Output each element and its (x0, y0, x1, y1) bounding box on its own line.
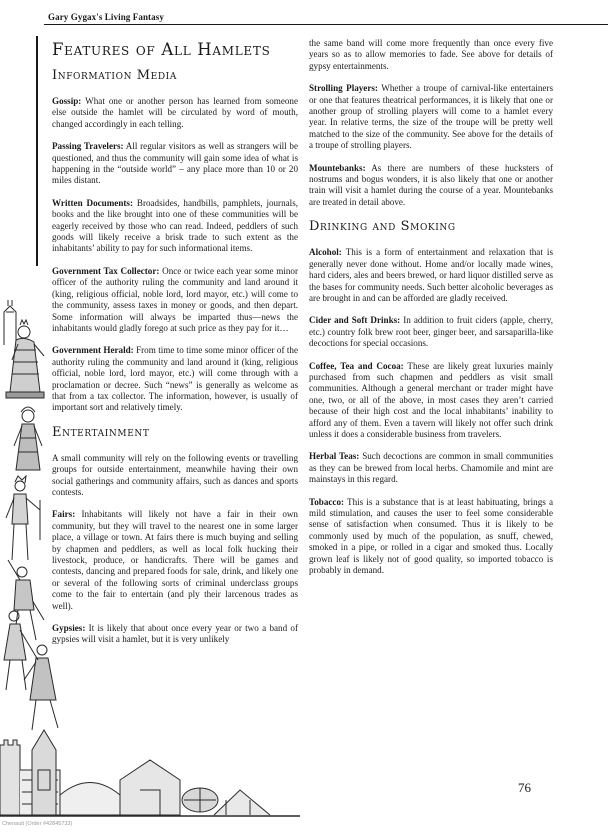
entry-text: As there are numbers of these hucksters of nostrums and bogus wonders, it is also likely that one or another train will visit a hamlet during the course of a year. Mountebanks are treated in detail above. (309, 162, 553, 207)
dancers-figure (4, 611, 58, 730)
page-number: 76 (518, 780, 531, 795)
entry-term: Coffee, Tea and Cocoa: (309, 360, 404, 371)
entry-term: Herbal Teas: (309, 451, 360, 462)
lady-figure (14, 407, 42, 470)
entry-term: Written Documents: (52, 197, 133, 208)
entry-text: Inhabitants will likely not have a fair in their own community, but they will travel to the nearest one in some larger place, a village or town. At fairs there is much buying and selling by chapmen and peddlers, as well as local folk hucking their livestock, produce, or handicrafts. There will be games and contests, dancing and prepared foods for sale, drink, and likely one or several of the following sorts of criminal underclass groups come to the fair to entertain (and ply their larcenous trades as well). (52, 509, 298, 611)
entry-government-herald (52, 345, 298, 413)
entry-strolling-players (309, 83, 553, 151)
entry-text: Whether a troupe of carnival-like entertainers or one that features theatrical performances, it is likely that one or another group of strolling players will come to a hamlet every year. In relative terms, the size of the troupe will be pretty well matched to the size of the community. See above for the details of a troupe of strolling players. (309, 83, 553, 151)
entry-term: Government Herald: (52, 345, 134, 356)
header-rule (44, 24, 608, 25)
entry-term: Cider and Soft Drinks: (309, 315, 401, 326)
entry-text: Broadsides, handbills, pamphlets, journals, books and the like brought into one of these communities will be eagerly received by those who can read. Indeed, peddlers of such goods will likely receive a brisk trade to such extent as the inhabitants’ ability to pay for such informational items. (52, 197, 299, 254)
entry-tobacco (309, 497, 553, 577)
entry-text: This is a form of entertainment and relaxation that is generally never done without. Home and/or locally made wines, hard ciders, ales and beers brewed, or hard liquor distilled serve as the bases for community needs. Such better alcoholic beverages as are brought in and can be afforded are gladly received. (309, 247, 554, 303)
entry-government-tax-collector (52, 266, 298, 334)
entry-term: Gossip: (52, 96, 82, 106)
entry-passing-travelers (52, 141, 298, 187)
entry-text: These are likely great luxuries mainly purchased from such chapmen and peddlers as visit small communities. Although a general merchant or trader might have one, two, or all of the above, in most cases they aren’t carried because of their high cost and the local inhabitants’ inability to afford any of them. Even a tavern will likely not offer such drink unless it does a considerable business from travelers. (309, 360, 553, 439)
order-watermark: Chenault (Order #42845733) (2, 821, 73, 827)
entry-herbal-teas (309, 451, 553, 485)
entry-text: This is a substance that is at least habituating, brings a mild stimulation, and causes the user to feel some considerable sense of satisfaction when consumed. Thus it is likely to be commonly used by much of the population, as snuff, chewed, smoked in a pipe, or rolled in a cigar and smoked thus. Locally grown leaf is likely not of good quality, so imported tobacco is probably in demand. (309, 496, 553, 576)
entry-term: Mountebanks: (309, 162, 366, 173)
entertainment-intro: A small community will rely on the following events or travelling groups for outside entertainment, meanwhile having their own social gatherings and community affairs, such as dances and sports contests. (52, 452, 298, 497)
entry-fairs (52, 509, 298, 612)
entry-text: From time to time some minor officer of the authority ruling the community and land around it (king, religious official, noble lord, lord mayor, etc.) will come through with a proclamation or decree. Such “news” is generally as welcome as that from a tax collector. The information, however, is usually of important sort and relatively timely. (52, 345, 298, 413)
entry-term: Alcohol: (309, 247, 342, 258)
running-header: Gary Gygax's Living Fantasy (48, 12, 164, 22)
entry-coffee-tea-cocoa (309, 361, 553, 441)
entry-term: Government Tax Collector: (52, 265, 160, 276)
entry-term: Passing Travelers: (52, 141, 124, 152)
entry-gossip (52, 96, 298, 130)
chapter-title: Features of All Hamlets (52, 40, 271, 59)
section-heading-drinking-smoking: Drinking and Smoking (309, 219, 456, 235)
entry-term: Fairs: (52, 509, 76, 520)
swordsman-figure (6, 476, 40, 560)
entry-term: Tobacco: (309, 496, 345, 507)
entry-text: Such decoctions are common in small communities as they can be brewed from local herbs. Chamomile and mint are mainstays in this regard. (309, 451, 553, 485)
margin-rule (36, 36, 38, 266)
left-column (52, 37, 298, 657)
entry-mountebanks (309, 163, 553, 209)
entry-written-documents (52, 198, 298, 255)
entry-text: In addition to fruit ciders (apple, cherry, etc.) country folk brew root beer, ginger beer, and sarsaparilla-like decoctions for special occasions. (309, 315, 553, 349)
entry-cider-soft-drinks (309, 315, 553, 349)
entry-text: Once or twice each year some minor officer of the authority ruling the community and land around it (king, religious official, noble lord, lord mayor, etc.) will come to the community, assess taxes in money or goods, and then depart. Some information will always be imparted thus—news the inhabitants would gladly forego at such price as they pay for it… (52, 265, 298, 333)
right-column (309, 38, 553, 587)
entry-text: What one or another person has learned from someone else outside the hamlet will be circulated by word of mouth, changed accordingly in each telling. (52, 96, 298, 129)
village-skyline (0, 730, 300, 816)
gypsies-continuation: the same band will come more frequently than once every five years so as to allow memories to fade. See above for details of gypsy entertainments. (309, 38, 553, 71)
entry-gypsies (52, 623, 298, 646)
seated-noble-figure (4, 300, 44, 398)
polearm-figure (8, 560, 44, 640)
section-heading-entertainment: Entertainment (52, 424, 150, 440)
entry-term: Strolling Players: (309, 83, 378, 94)
entry-alcohol (309, 247, 553, 304)
entry-text: All regular visitors as well as strangers will be questioned, and thus the community will gain some idea of what is happening in the “outside world” – any place more than 10 or 20 miles distant. (52, 141, 298, 186)
entry-term: Gypsies: (52, 623, 86, 634)
section-heading-information-media: Information Media (52, 68, 177, 83)
entry-text: It is likely that about once every year or two a band of gypsies will visit a hamlet, but it is very unlikely (52, 623, 298, 645)
